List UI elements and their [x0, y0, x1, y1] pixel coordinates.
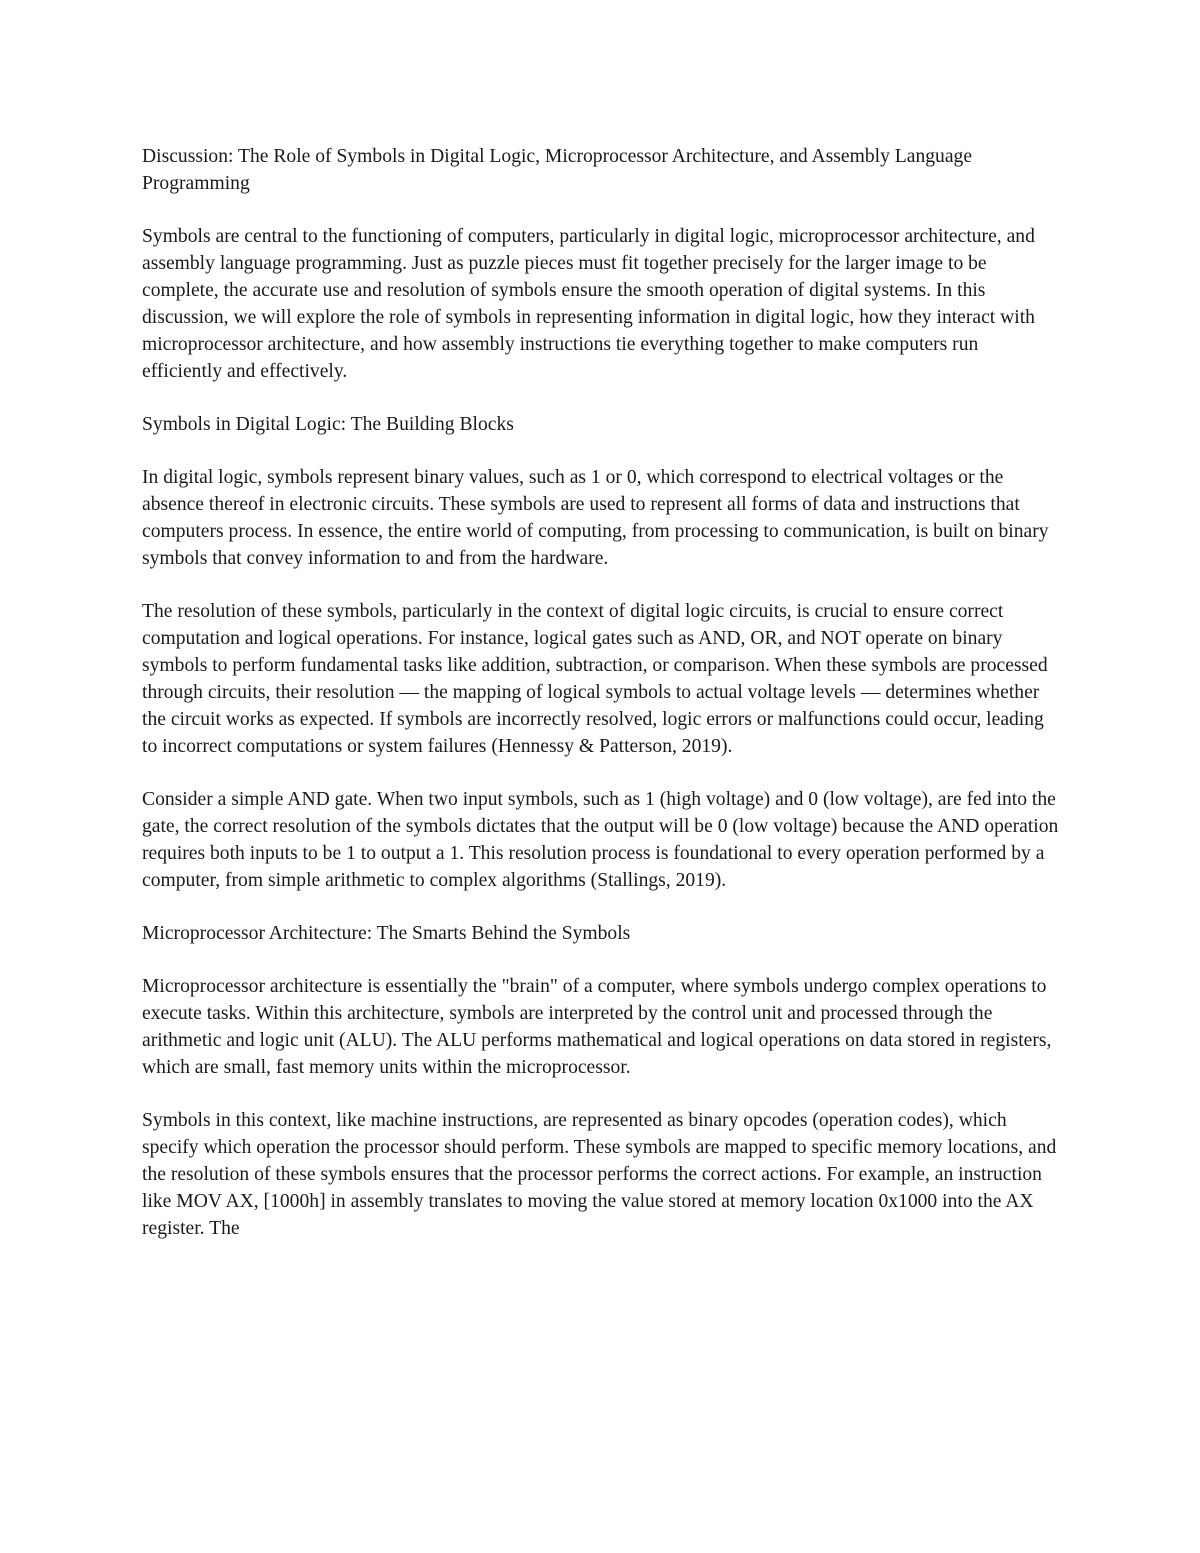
document-title: Discussion: The Role of Symbols in Digital Logic, Microprocessor Architecture, and Assembly Language Programming [142, 146, 973, 194]
intro-paragraph: Symbols are central to the functioning of computers, particularly in digital logic, microprocessor architecture, and assembly language programming. Just as puzzle pieces must fit together precisely for the larger image to be complete, the accurate use and resolution of symbols ensure the smooth operation of digital systems. In this discussion, we will explore the role of symbols in representing information in digital logic, how they interact with microprocessor architecture, and how assembly instructions tie everything together to make computers run efficiently and effectively. [142, 226, 1035, 382]
paragraph: In digital logic, symbols represent binary values, such as 1 or 0, which correspond to electrical voltages or the absence thereof in electronic circuits. These symbols are used to represent all forms of data and instructions that computers process. In essence, the entire world of computing, from processing to communication, is built on binary symbols that convey information to and from the hardware. [142, 467, 1049, 569]
paragraph: Consider a simple AND gate. When two input symbols, such as 1 (high voltage) and 0 (low voltage), are fed into the gate, the correct resolution of the symbols dictates that the output will be 0 (low voltage) because the AND operation requires both inputs to be 1 to output a 1. This resolution process is foundational to every operation performed by a computer, from simple arithmetic to complex algorithms (Stallings, 2019). [142, 789, 1059, 891]
paragraph: Symbols in this context, like machine instructions, are represented as binary opcodes (operation codes), which specify which operation the processor should perform. These symbols are mapped to specific memory locations, and the resolution of these symbols ensures that the processor performs the correct actions. For example, an instruction like MOV AX, [1000h] in assembly translates to moving the value stored at memory location 0x1000 into the AX register. The [142, 1110, 1057, 1239]
document-page [142, 143, 1060, 1268]
section-heading-digital-logic: Symbols in Digital Logic: The Building Blocks [142, 414, 514, 435]
paragraph: The resolution of these symbols, particularly in the context of digital logic circuits, is crucial to ensure correct computation and logical operations. For instance, logical gates such as AND, OR, and NOT operate on binary symbols to perform fundamental tasks like addition, subtraction, or comparison. When these symbols are processed through circuits, their resolution — the mapping of logical symbols to actual voltage levels — determines whether the circuit works as expected. If symbols are incorrectly resolved, logic errors or malfunctions could occur, leading to incorrect computations or system failures (Hennessy & Patterson, 2019). [142, 601, 1048, 757]
section-heading-microprocessor-architecture: Microprocessor Architecture: The Smarts Behind the Symbols [142, 923, 631, 944]
paragraph: Microprocessor architecture is essentially the "brain" of a computer, where symbols undergo complex operations to execute tasks. Within this architecture, symbols are interpreted by the control unit and processed through the arithmetic and logic unit (ALU). The ALU performs mathematical and logical operations on data stored in registers, which are small, fast memory units within the microprocessor. [142, 976, 1052, 1078]
